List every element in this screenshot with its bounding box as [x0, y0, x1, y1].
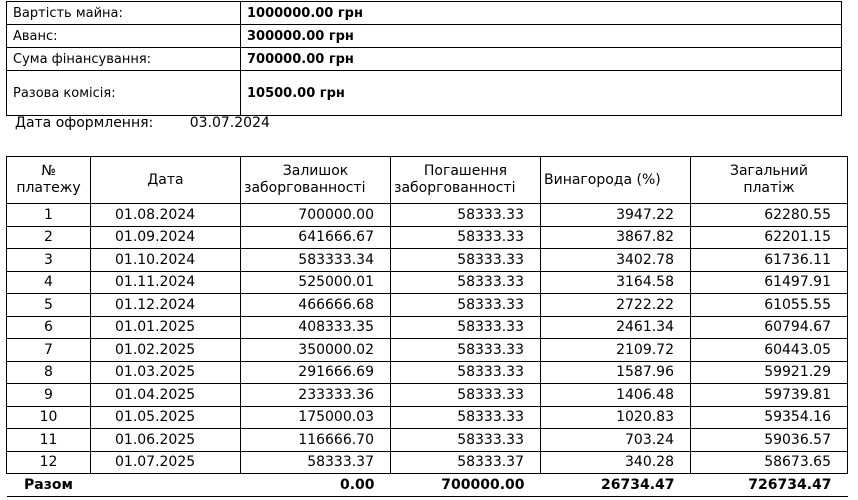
totals-total-payment: 726734.47 [691, 474, 848, 497]
summary-row-advance [7, 25, 842, 48]
cell-debt-balance: 350000.02 [241, 339, 391, 362]
cell-total-payment: 61055.55 [691, 294, 848, 317]
cell-debt-repayment: 58333.33 [391, 429, 541, 452]
cell-total-payment: 59921.29 [691, 361, 848, 384]
header-text: Загальний [729, 163, 809, 179]
cell-date: 01.05.2025 [91, 406, 241, 429]
cell-payment-number: 9 [7, 384, 91, 407]
header-text: Винагорода (%) [544, 171, 661, 188]
cell-reward: 2109.72 [541, 339, 691, 362]
totals-reward: 26734.47 [541, 474, 691, 497]
cell-debt-repayment: 58333.33 [391, 339, 541, 362]
summary-table [6, 1, 842, 116]
summary-value: 10500.00 грн [241, 71, 842, 116]
issue-date-line [15, 115, 270, 131]
cell-debt-repayment: 58333.37 [391, 451, 541, 474]
table-row [7, 226, 848, 249]
summary-row-one-time-fee [7, 71, 842, 116]
cell-debt-repayment: 58333.33 [391, 316, 541, 339]
summary-value: 700000.00 грн [241, 48, 842, 71]
cell-total-payment: 59036.57 [691, 429, 848, 452]
cell-date: 01.11.2024 [91, 271, 241, 294]
cell-total-payment: 60443.05 [691, 339, 848, 362]
cell-reward: 1587.96 [541, 361, 691, 384]
cell-payment-number: 1 [7, 204, 91, 227]
summary-label: Сума фінансування: [7, 48, 241, 71]
header-payment-number [7, 157, 91, 204]
cell-date: 01.06.2025 [91, 429, 241, 452]
cell-payment-number: 5 [7, 294, 91, 317]
cell-payment-number: 12 [7, 451, 91, 474]
cell-debt-balance: 700000.00 [241, 204, 391, 227]
summary-row-property-cost [7, 2, 842, 25]
totals-label: Разом [7, 474, 91, 497]
cell-debt-balance: 291666.69 [241, 361, 391, 384]
cell-debt-balance: 583333.34 [241, 249, 391, 272]
header-date [91, 157, 241, 204]
cell-date: 01.02.2025 [91, 339, 241, 362]
cell-reward: 2722.22 [541, 294, 691, 317]
cell-debt-repayment: 58333.33 [391, 384, 541, 407]
cell-reward: 1020.83 [541, 406, 691, 429]
header-text: Погашення [423, 163, 508, 179]
cell-payment-number: 2 [7, 226, 91, 249]
header-text: заборгованності [394, 180, 516, 196]
cell-date: 01.08.2024 [91, 204, 241, 227]
header-total-payment [691, 157, 848, 204]
totals-repayment: 700000.00 [391, 474, 541, 497]
cell-payment-number: 7 [7, 339, 91, 362]
cell-reward: 1406.48 [541, 384, 691, 407]
cell-debt-balance: 466666.68 [241, 294, 391, 317]
summary-label: Вартість майна: [7, 2, 241, 25]
cell-debt-repayment: 58333.33 [391, 249, 541, 272]
cell-total-payment: 59739.81 [691, 384, 848, 407]
cell-total-payment: 61736.11 [691, 249, 848, 272]
cell-total-payment: 58673.65 [691, 451, 848, 474]
schedule-body [7, 204, 848, 474]
table-row [7, 316, 848, 339]
totals-empty-cell [91, 474, 241, 497]
cell-total-payment: 62280.55 [691, 204, 848, 227]
summary-value: 1000000.00 грн [241, 2, 842, 25]
cell-debt-repayment: 58333.33 [391, 226, 541, 249]
cell-debt-balance: 175000.03 [241, 406, 391, 429]
cell-debt-repayment: 58333.33 [391, 294, 541, 317]
cell-date: 01.12.2024 [91, 294, 241, 317]
cell-reward: 3402.78 [541, 249, 691, 272]
cell-total-payment: 60794.67 [691, 316, 848, 339]
table-row [7, 406, 848, 429]
table-row [7, 361, 848, 384]
cell-total-payment: 59354.16 [691, 406, 848, 429]
table-row [7, 249, 848, 272]
summary-label: Разова комісія: [7, 71, 241, 116]
cell-payment-number: 6 [7, 316, 91, 339]
totals-balance: 0.00 [241, 474, 391, 497]
cell-payment-number: 8 [7, 361, 91, 384]
header-text: платежу [16, 180, 81, 196]
header-text: № [41, 163, 56, 179]
cell-reward: 340.28 [541, 451, 691, 474]
cell-debt-repayment: 58333.33 [391, 271, 541, 294]
cell-reward: 3867.82 [541, 226, 691, 249]
cell-total-payment: 62201.15 [691, 226, 848, 249]
cell-debt-repayment: 58333.33 [391, 361, 541, 384]
issue-date-value: 03.07.2024 [189, 115, 270, 131]
header-reward [541, 157, 691, 204]
header-text: платіж [743, 180, 795, 196]
cell-debt-balance: 525000.01 [241, 271, 391, 294]
cell-total-payment: 61497.91 [691, 271, 848, 294]
header-text: Дата [147, 171, 184, 188]
table-row [7, 294, 848, 317]
cell-date: 01.10.2024 [91, 249, 241, 272]
schedule-header-row [7, 157, 848, 204]
cell-date: 01.03.2025 [91, 361, 241, 384]
issue-date-label: Дата оформлення: [15, 115, 154, 131]
cell-payment-number: 3 [7, 249, 91, 272]
table-row [7, 204, 848, 227]
cell-debt-balance: 58333.37 [241, 451, 391, 474]
table-row [7, 271, 848, 294]
cell-date: 01.09.2024 [91, 226, 241, 249]
header-debt-balance [241, 157, 391, 204]
cell-reward: 2461.34 [541, 316, 691, 339]
cell-debt-repayment: 58333.33 [391, 406, 541, 429]
header-text: Залишок [282, 163, 349, 179]
cell-debt-balance: 641666.67 [241, 226, 391, 249]
totals-row [7, 474, 848, 497]
cell-payment-number: 4 [7, 271, 91, 294]
cell-payment-number: 10 [7, 406, 91, 429]
summary-value: 300000.00 грн [241, 25, 842, 48]
cell-reward: 703.24 [541, 429, 691, 452]
cell-reward: 3164.58 [541, 271, 691, 294]
header-text: заборгованності [244, 180, 366, 196]
cell-payment-number: 11 [7, 429, 91, 452]
table-row [7, 429, 848, 452]
table-row [7, 384, 848, 407]
cell-debt-balance: 116666.70 [241, 429, 391, 452]
cell-date: 01.07.2025 [91, 451, 241, 474]
cell-reward: 3947.22 [541, 204, 691, 227]
cell-debt-repayment: 58333.33 [391, 204, 541, 227]
cell-debt-balance: 233333.36 [241, 384, 391, 407]
header-debt-repayment [391, 157, 541, 204]
cell-date: 01.04.2025 [91, 384, 241, 407]
cell-date: 01.01.2025 [91, 316, 241, 339]
table-row [7, 339, 848, 362]
table-row [7, 451, 848, 474]
summary-label: Аванс: [7, 25, 241, 48]
summary-row-financing-amount [7, 48, 842, 71]
cell-debt-balance: 408333.35 [241, 316, 391, 339]
payment-schedule-table [6, 156, 848, 497]
